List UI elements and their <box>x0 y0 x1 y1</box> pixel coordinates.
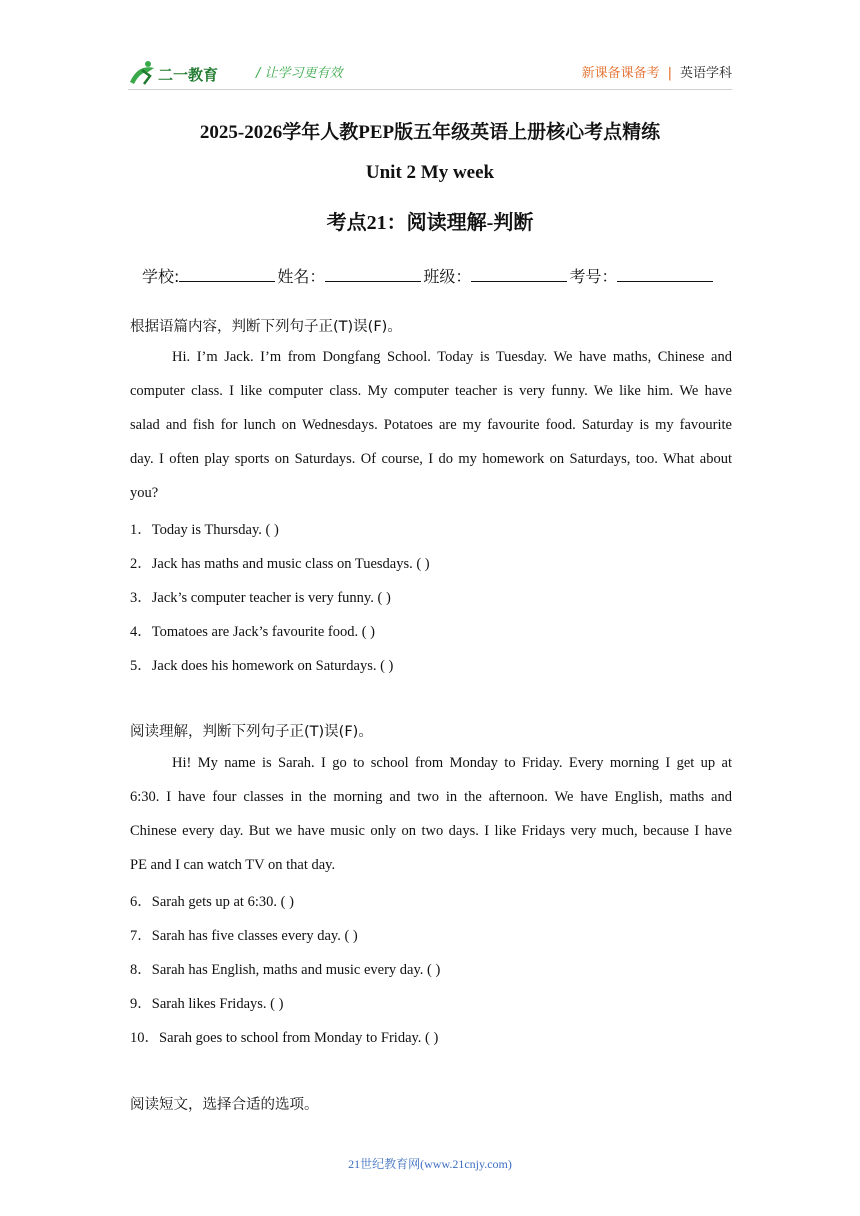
question-10: 10．Sarah goes to school from Monday to Friday. ( ) <box>130 1030 439 1046</box>
passage-line: day. I often play sports on Saturdays. Of course, I do my homework on Saturdays, too. What about <box>130 451 732 467</box>
unit-title: Unit 2 My week <box>365 162 495 183</box>
passage-line: Chinese every day. But we have music only on two days. I like Fridays very much, because I have <box>130 823 732 839</box>
exam-no-blank[interactable] <box>617 267 713 282</box>
question-1: 1．Today is Thursday. ( ) <box>130 522 279 538</box>
name-blank[interactable] <box>325 267 421 282</box>
question-6: 6．Sarah gets up at 6:30. ( ) <box>130 894 294 910</box>
header-right <box>582 62 732 81</box>
logo-text: 二一教育 <box>158 66 219 84</box>
page-footer: 21世纪教育网(www.21cnjy.com) <box>348 1157 512 1171</box>
student-info-line <box>142 264 715 287</box>
passage-line: PE and I can watch TV on that day. <box>130 857 336 873</box>
passage-line: 6:30. I have four classes in the morning and two in the afternoon. We have English, maths and <box>130 789 732 805</box>
question-4: 4．Tomatoes are Jack’s favourite food. ( ) <box>130 624 375 640</box>
question-3: 3．Jack’s computer teacher is very funny. ( ) <box>130 590 391 606</box>
question-2: 2．Jack has maths and music class on Tuesdays. ( ) <box>130 556 430 572</box>
header-separator: | <box>667 66 672 81</box>
section2-instruction: 阅读理解，判断下列句子正(T)误(F)。 <box>130 724 373 740</box>
class-blank[interactable] <box>471 267 567 282</box>
question-8: 8．Sarah has English, maths and music every day. ( ) <box>130 962 441 978</box>
exam-no-label: 考号： <box>569 267 618 286</box>
header-divider <box>128 89 732 90</box>
section2-passage <box>130 746 732 882</box>
name-label: 姓名： <box>277 267 326 286</box>
topic-title: 考点21：阅读理解-判断 <box>326 212 534 234</box>
passage-line: computer class. I like computer class. My computer teacher is very funny. We like him. We have <box>130 383 732 399</box>
passage-line: salad and fish for lunch on Wednesdays. Potatoes are my favourite food. Saturday is my favourite <box>130 417 732 433</box>
page-header <box>128 52 732 92</box>
passage-line: you? <box>130 485 159 501</box>
header-tag: 新课备课备考 <box>581 66 660 81</box>
question-9: 9．Sarah likes Fridays. ( ) <box>130 996 284 1012</box>
document-title: 2025-2026学年人教PEP版五年级英语上册核心考点精练 <box>199 122 661 143</box>
school-blank[interactable] <box>179 267 275 282</box>
school-label: 学校: <box>142 267 180 286</box>
passage-line: Hi. I’m Jack. I’m from Dongfang School. Today is Tuesday. We have maths, Chinese and <box>172 349 732 365</box>
section3-instruction: 阅读短文，选择合适的选项。 <box>130 1097 319 1113</box>
slogan: / 让学习更有效 <box>256 66 343 81</box>
header-subject: 英语学科 <box>679 66 732 81</box>
section1-instruction: 根据语篇内容，判断下列句子正(T)误(F)。 <box>130 319 402 335</box>
logo <box>128 58 248 88</box>
question-7: 7．Sarah has five classes every day. ( ) <box>130 928 358 944</box>
passage-line: Hi! My name is Sarah. I go to school from Monday to Friday. Every morning I get up at <box>172 755 732 771</box>
class-label: 班级： <box>423 267 472 286</box>
question-5: 5．Jack does his homework on Saturdays. ( ) <box>130 658 394 674</box>
section1-passage <box>130 340 732 510</box>
